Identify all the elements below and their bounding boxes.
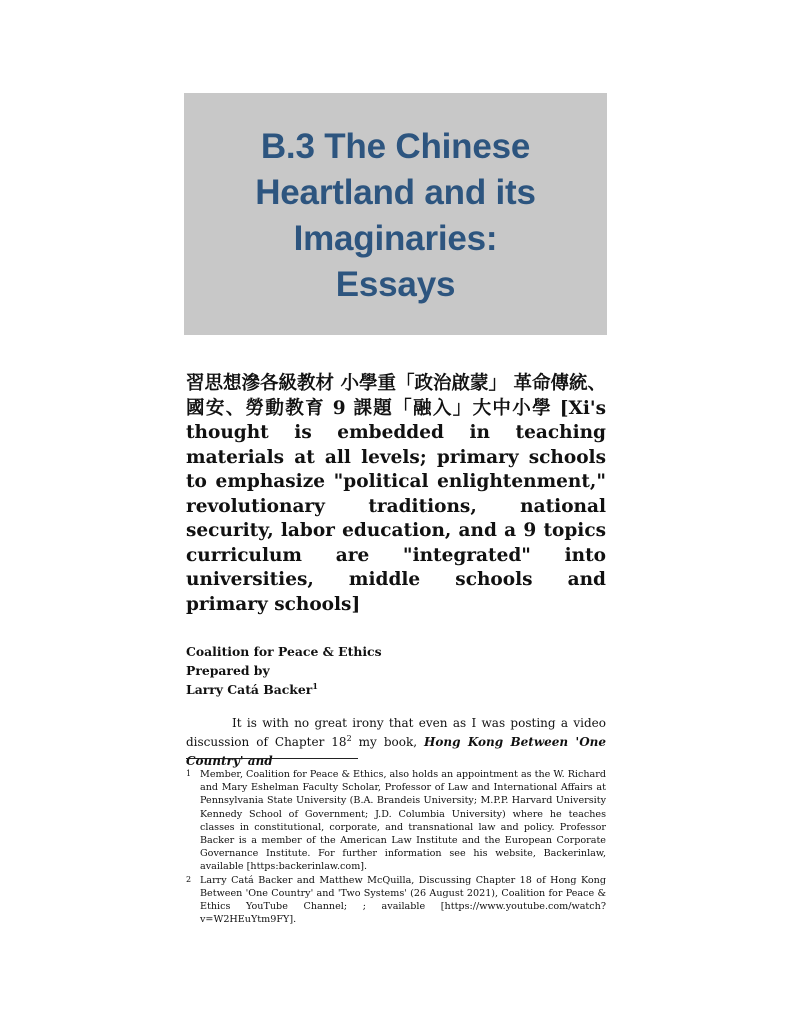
footnote-number: 2	[186, 874, 192, 884]
prepared-by-label: Prepared by	[186, 663, 270, 678]
banner-title	[255, 124, 536, 308]
footnote-text: Larry Catá Backer and Matthew McQuilla, Discussing Chapter 18 of Hong Kong Between 'One Country' and 'Two Systems' (26 August 2021), Coalition for Peace & Ethics YouTube Channel; ; available	[200, 874, 606, 913]
document-heading: 習思想滲各級教材 小學重「政治啟蒙」 革命傳統、國安、勞動教育 9 課題「融入」大中小學 [Xi's thought is embedded in teaching materials at all levels; primary schools to emphasize "political enlightenment," revolutionary traditions, national security, labor education, and a 9 topics curriculum are "integrated" into universities, middle schools and primary schools]	[186, 373, 606, 615]
body-paragraph	[186, 714, 606, 771]
footnote-1	[186, 768, 606, 874]
footnote-ref-2[interactable]: 2	[346, 734, 352, 743]
banner-title-line-2: Heartland and its	[255, 173, 536, 212]
footnote-text: Member, Coalition for Peace & Ethics, also holds an appointment as the W. Richard and Mary Eshelman Faculty Scholar, Professor of Law and International Affairs at Pennsylvania State University (B.A. Brandeis University; M.P.P. Harvard University Kennedy School of Government; J.D. Columbia University) where he teaches classes in constitutional, corporate, and transnational law and policy. Professor Backer is a member of the American Law Institute and the European Corporate Governance Institute. For further information see his website, Backerinlaw, available [https:backerinlaw.com].	[200, 769, 606, 873]
title-banner	[184, 93, 607, 335]
body-text-start: It is with no great irony that even as I was posting a video discussion of Chapter 18	[186, 716, 606, 749]
footnote-2	[186, 874, 606, 927]
banner-title-line-1: B.3 The Chinese	[260, 127, 531, 166]
youtube-link[interactable]: [https://www.youtube.com/watch?v=W2HEuYtm9FY].	[200, 901, 606, 926]
author-name: Larry Catá Backer	[186, 682, 313, 697]
footnote-number: 1	[186, 769, 192, 778]
footnote-divider	[186, 758, 358, 759]
organization-name: Coalition for Peace & Ethics	[186, 644, 382, 659]
footnotes-section	[186, 768, 606, 926]
body-text-middle: my book,	[351, 735, 425, 749]
footnote-ref-1[interactable]: 1	[312, 680, 318, 691]
banner-title-line-3: Imaginaries:	[293, 219, 498, 258]
banner-title-line-4: Essays	[335, 265, 456, 304]
author-name-line	[186, 680, 606, 699]
author-block	[186, 642, 606, 699]
book-title: Hong Kong Between 'One Country' and	[186, 735, 607, 768]
